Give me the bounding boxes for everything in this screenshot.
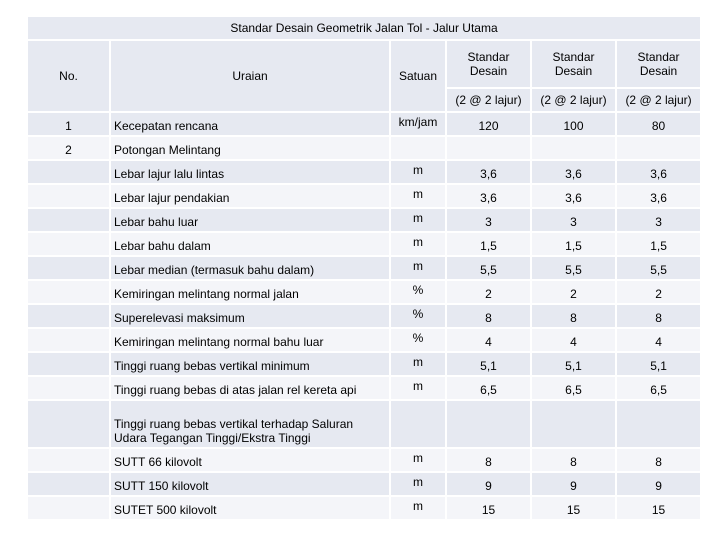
row-satuan: m xyxy=(390,208,446,232)
row-no xyxy=(27,328,110,352)
geometric-standards-table xyxy=(26,15,702,521)
table-row xyxy=(27,184,701,208)
row-satuan: km/jam xyxy=(390,112,446,136)
row-uraian: Tinggi ruang bebas di atas jalan rel kereta api xyxy=(110,376,390,400)
row-value-3: 5,5 xyxy=(616,256,701,280)
row-uraian: SUTET 500 kilovolt xyxy=(110,496,390,520)
row-value-2: 9 xyxy=(531,472,616,496)
row-uraian: Lebar bahu dalam xyxy=(110,232,390,256)
row-value-2: 8 xyxy=(531,448,616,472)
row-value-3: 9 xyxy=(616,472,701,496)
table-row xyxy=(27,328,701,352)
row-no: 1 xyxy=(27,112,110,136)
row-value-1: 3 xyxy=(446,208,531,232)
table-row xyxy=(27,304,701,328)
row-value-2: 100 xyxy=(531,112,616,136)
row-satuan: % xyxy=(390,328,446,352)
header-lajur-1: (2 @ 2 lajur) xyxy=(446,88,531,112)
row-value-1: 4 xyxy=(446,328,531,352)
row-no xyxy=(27,280,110,304)
row-value-1 xyxy=(446,400,531,448)
row-satuan xyxy=(390,136,446,160)
table-row xyxy=(27,232,701,256)
row-value-1: 8 xyxy=(446,304,531,328)
row-value-1: 1,5 xyxy=(446,232,531,256)
row-value-3: 3 xyxy=(616,208,701,232)
row-value-2: 3,6 xyxy=(531,160,616,184)
row-uraian: Lebar bahu luar xyxy=(110,208,390,232)
row-value-3 xyxy=(616,400,701,448)
row-value-1: 5,5 xyxy=(446,256,531,280)
header-no: No. xyxy=(27,40,110,112)
table-body xyxy=(27,112,701,520)
row-value-3: 3,6 xyxy=(616,184,701,208)
table-row xyxy=(27,376,701,400)
row-no xyxy=(27,208,110,232)
row-no xyxy=(27,496,110,520)
table-row xyxy=(27,472,701,496)
row-satuan: m xyxy=(390,376,446,400)
row-value-3: 2 xyxy=(616,280,701,304)
row-value-2: 3,6 xyxy=(531,184,616,208)
row-value-2: 5,1 xyxy=(531,352,616,376)
table-row xyxy=(27,256,701,280)
row-no xyxy=(27,184,110,208)
table-row xyxy=(27,448,701,472)
row-value-2: 1,5 xyxy=(531,232,616,256)
row-value-2: 3 xyxy=(531,208,616,232)
header-standar-desain-3: Standar Desain xyxy=(616,40,701,88)
table-row xyxy=(27,160,701,184)
row-value-1: 5,1 xyxy=(446,352,531,376)
row-no: 2 xyxy=(27,136,110,160)
header-satuan: Satuan xyxy=(390,40,446,112)
row-satuan: m xyxy=(390,232,446,256)
row-value-2: 6,5 xyxy=(531,376,616,400)
row-value-2: 15 xyxy=(531,496,616,520)
row-value-3 xyxy=(616,136,701,160)
row-uraian: Lebar lajur pendakian xyxy=(110,184,390,208)
row-uraian: Superelevasi maksimum xyxy=(110,304,390,328)
row-satuan: m xyxy=(390,472,446,496)
row-no xyxy=(27,448,110,472)
row-value-3: 5,1 xyxy=(616,352,701,376)
table-row xyxy=(27,280,701,304)
row-no xyxy=(27,352,110,376)
row-value-2: 8 xyxy=(531,304,616,328)
table-row xyxy=(27,136,701,160)
row-satuan: m xyxy=(390,448,446,472)
row-value-3: 8 xyxy=(616,448,701,472)
header-uraian: Uraian xyxy=(110,40,390,112)
row-satuan: m xyxy=(390,496,446,520)
row-value-1: 3,6 xyxy=(446,160,531,184)
table-row xyxy=(27,400,701,448)
row-satuan: m xyxy=(390,184,446,208)
header-standar-desain-1: Standar Desain xyxy=(446,40,531,88)
row-value-3: 4 xyxy=(616,328,701,352)
row-satuan: % xyxy=(390,304,446,328)
row-value-2 xyxy=(531,136,616,160)
header-standar-desain-2: Standar Desain xyxy=(531,40,616,88)
header-lajur-3: (2 @ 2 lajur) xyxy=(616,88,701,112)
table-row xyxy=(27,112,701,136)
row-no xyxy=(27,400,110,448)
row-satuan xyxy=(390,400,446,448)
row-no xyxy=(27,376,110,400)
row-no xyxy=(27,304,110,328)
row-value-3: 15 xyxy=(616,496,701,520)
row-uraian: Tinggi ruang bebas vertikal minimum xyxy=(110,352,390,376)
table-row xyxy=(27,208,701,232)
row-value-1: 8 xyxy=(446,448,531,472)
row-value-3: 3,6 xyxy=(616,160,701,184)
table-title: Standar Desain Geometrik Jalan Tol - Jalur Utama xyxy=(27,16,701,40)
row-satuan: m xyxy=(390,256,446,280)
standards-slide xyxy=(26,15,700,521)
row-no xyxy=(27,232,110,256)
row-value-1: 6,5 xyxy=(446,376,531,400)
row-uraian: Kemiringan melintang normal jalan xyxy=(110,280,390,304)
row-value-1: 15 xyxy=(446,496,531,520)
row-value-2 xyxy=(531,400,616,448)
row-no xyxy=(27,160,110,184)
row-value-3: 1,5 xyxy=(616,232,701,256)
row-value-3: 80 xyxy=(616,112,701,136)
row-satuan: m xyxy=(390,352,446,376)
row-value-1: 9 xyxy=(446,472,531,496)
row-value-1: 120 xyxy=(446,112,531,136)
row-uraian: Kecepatan rencana xyxy=(110,112,390,136)
row-satuan: m xyxy=(390,160,446,184)
row-no xyxy=(27,472,110,496)
row-value-3: 8 xyxy=(616,304,701,328)
row-uraian: Kemiringan melintang normal bahu luar xyxy=(110,328,390,352)
row-uraian: Potongan Melintang xyxy=(110,136,390,160)
row-uraian: Lebar lajur lalu lintas xyxy=(110,160,390,184)
table-row xyxy=(27,496,701,520)
row-value-1: 2 xyxy=(446,280,531,304)
header-lajur-2: (2 @ 2 lajur) xyxy=(531,88,616,112)
table-row xyxy=(27,352,701,376)
row-value-1 xyxy=(446,136,531,160)
row-uraian: SUTT 66 kilovolt xyxy=(110,448,390,472)
row-satuan: % xyxy=(390,280,446,304)
row-uraian: Tinggi ruang bebas vertikal terhadap Saluran Udara Tegangan Tinggi/Ekstra Tinggi xyxy=(110,400,390,448)
row-value-1: 3,6 xyxy=(446,184,531,208)
row-uraian: SUTT 150 kilovolt xyxy=(110,472,390,496)
row-value-2: 5,5 xyxy=(531,256,616,280)
row-value-3: 6,5 xyxy=(616,376,701,400)
row-no xyxy=(27,256,110,280)
row-uraian: Lebar median (termasuk bahu dalam) xyxy=(110,256,390,280)
row-value-2: 2 xyxy=(531,280,616,304)
row-value-2: 4 xyxy=(531,328,616,352)
